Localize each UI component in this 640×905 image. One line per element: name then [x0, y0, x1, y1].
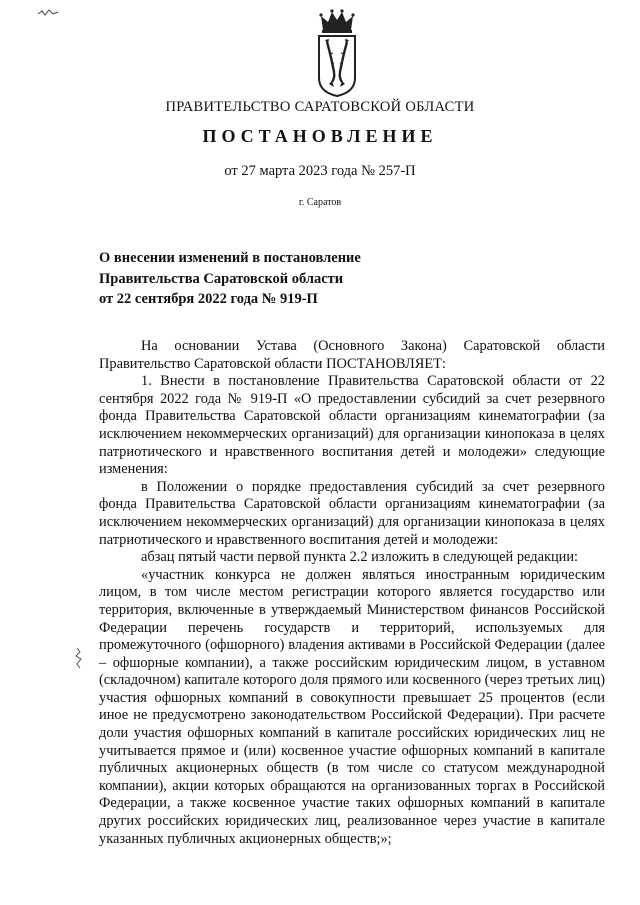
- document-body: [99, 338, 605, 848]
- subject-line: О внесении изменений в постановление: [99, 250, 361, 266]
- coat-of-arms-icon: [313, 8, 361, 100]
- document-date-number: от 27 марта 2023 года № 257-П: [224, 163, 416, 179]
- scan-artifact-mark-icon: [74, 646, 84, 670]
- document-city: г. Саратов: [298, 197, 342, 208]
- body-paragraph: в Положении о порядке предоставления субсидий за счет резервного фонда Правительства Саратовской области организациям кинематографии (за исключением некоммерческих организаций) для организации кинопоказа в целях патриотического и нравственного воспитания детей и молодежи:: [99, 478, 605, 548]
- body-paragraph: «участник конкурса не должен являться иностранным юридическим лицом, в том числе местом регистрации которого является государство или территория, включенные в утверждаемый Министерством финансов Российской Федерации перечень государств и территорий, используемых для промежуточного (офшорного) владения активами в Российской Федерации (далее – офшорные компании), а также российским юридическим лицом, в уставном (складочном) капитале которого доля прямого или косвенного (через третьих лиц) участия офшорных компаний в совокупности превышает 25 процентов (если иное не предусмотрено законодательством Российской Федерации). При расчете доли участия офшорных компаний в капитале российских юридических лиц не учитывается прямое и (или) косвенное участие офшорных компаний в капитале публичных акционерных обществ (в том числе со статусом международной компании), акции которых обращаются на организованных торгах в Российской Федерации, а также косвенное участие таких офшорных компаний в капитале других российских юридических лиц, реализованное через участие в капитале указанных публичных акционерных обществ;»;: [99, 566, 605, 847]
- subject-line: от 22 сентября 2022 года № 919-П: [99, 291, 318, 307]
- subject-line: Правительства Саратовской области: [99, 270, 344, 287]
- body-paragraph: 1. Внести в постановление Правительства Саратовской области от 22 сентября 2022 года № 919-П «О предоставлении субсидий за счет резервного фонда Правительства Саратовской области организациям кинематографии (за исключением некоммерческих организаций) для организации кинопоказа в целях патриотического и нравственного воспитания детей и молодежи» следующие изменения:: [99, 373, 605, 478]
- scan-corner-mark-icon: [36, 8, 60, 18]
- document-type: ПОСТАНОВЛЕНИЕ: [202, 126, 438, 146]
- body-paragraph: На основании Устава (Основного Закона) Саратовской области Правительство Саратовской области ПОСТАНОВЛЯЕТ:: [99, 338, 605, 372]
- document-subject: [99, 248, 419, 310]
- body-paragraph: абзац пятый части первой пункта 2.2 изложить в следующей редакции:: [141, 549, 579, 566]
- government-name: ПРАВИТЕЛЬСТВО САРАТОВСКОЙ ОБЛАСТИ: [165, 99, 475, 115]
